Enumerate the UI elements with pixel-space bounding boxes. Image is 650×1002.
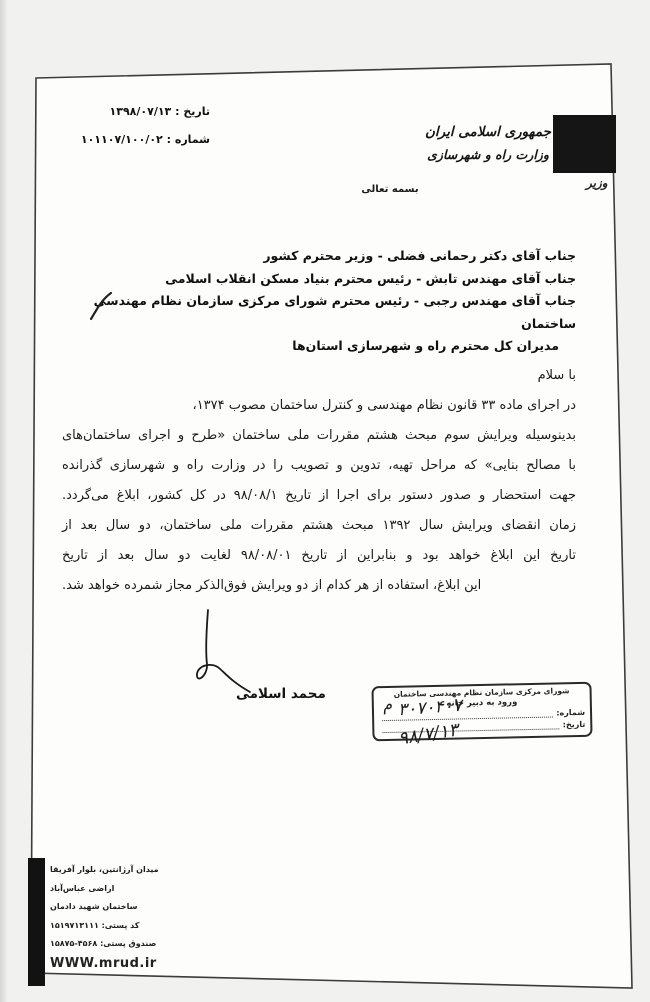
address-line: میدان آرژانتین، بلوار آفریقا	[50, 865, 159, 874]
minister-title: وزیر	[586, 176, 608, 190]
besmeleh-heading: بسمه تعالی	[361, 184, 419, 195]
stamp-handwritten-number: ۳۰۷۰۴۰۷	[397, 695, 463, 721]
body-line: جهت استحضار و صدور دستور برای اجرا از تاریخ ۹۸/۰۸/۱ در کل کشور، ابلاغ می‌گردد.	[62, 488, 576, 503]
body-line: این ابلاغ، استفاده از هر کدام از دو ویرایش فوق‌الذکر مجاز شمرده خواهد شد.	[62, 578, 482, 593]
number-label: شماره :	[166, 133, 210, 146]
date-label: تاریخ :	[175, 105, 210, 118]
footer-accent-bar	[28, 858, 45, 986]
salutation: با سلام	[537, 368, 576, 383]
recipient-line: مدیران کل محترم راه و شهرسازی استان‌ها	[292, 338, 559, 353]
stamp-handwritten-date: ۹۸/۷/۱۳	[396, 719, 460, 750]
recipients-block	[46, 245, 576, 358]
number-field	[81, 132, 210, 147]
letterhead	[424, 120, 552, 166]
letter-meta	[81, 104, 210, 160]
ministry-name: وزارت راه و شهرسازی	[427, 147, 549, 162]
body-line: با مصالح بنایی» که مراحل تهیه، تدوین و تصویب را در وزارت راه و شهرسازی گذرانده	[62, 458, 576, 473]
body-line: زمان انقضای ویرایش سال ۱۳۹۲ مبحث هشتم مقررات ملی ساختمان، دو سال بعد از	[62, 518, 576, 533]
stamp-entry-title: ورود به دبیر خانه	[446, 697, 518, 709]
stamp-number-label: شماره:	[556, 707, 586, 718]
body-line: بدینوسیله ویرایش سوم مبحث هشتم مقررات ملی ساختمان «طرح و اجرای ساختمان‌های	[62, 428, 576, 443]
body-line: تاریخ این ابلاغ خواهد بود و بنابراین از تاریخ ۹۸/۰۸/۰۱ لغایت دو سال بعد از تاریخ	[62, 548, 576, 563]
recipient-line: جناب آقای مهندس رجبی - رئیس محترم شورای مرکزی سازمان نظام مهندسی ساختمان	[93, 293, 576, 331]
stamp-date-label: تاریخ:	[562, 719, 586, 730]
number-value: ۱۰۱۱۰۷/۱۰۰/۰۲	[80, 133, 163, 146]
website-url: WWW.mrud.ir	[50, 955, 157, 971]
signatory-name: محمد اسلامی	[236, 686, 326, 702]
date-value: ۱۳۹۸/۰۷/۱۳	[109, 105, 172, 118]
address-line: ساختمان شهید دادمان	[50, 902, 138, 911]
checkmark-annotation	[88, 291, 114, 321]
signature-scribble	[188, 598, 268, 698]
address-line: صندوق پستی: ۴۵۶۸-۱۵۸۷۵	[50, 939, 157, 948]
country-name: جمهوری اسلامی ایران	[424, 124, 552, 140]
recipient-line: جناب آقای مهندس تابش - رئیس محترم بنیاد مسکن انقلاب اسلامی	[165, 270, 576, 286]
body-line: در اجرای ماده ۳۳ قانون نظام مهندسی و کنترل ساختمان مصوب ۱۳۷۴،	[192, 398, 576, 413]
address-line: کد پستی: ۱۵۱۹۷۱۳۱۱۱	[50, 920, 140, 930]
date-field	[81, 104, 210, 119]
footer-address	[50, 861, 180, 974]
national-emblem-redacted	[553, 115, 616, 173]
letter-body	[62, 361, 576, 601]
stamp-handwritten-mark: م	[380, 694, 394, 715]
stamp-org-name: شورای مرکزی سازمان نظام مهندسی ساختمان	[393, 686, 570, 699]
address-line: اراضی عباس‌آباد	[50, 883, 115, 893]
recipient-line: جناب آقای دکتر رحمانی فضلی - وزیر محترم کشور	[263, 248, 576, 263]
